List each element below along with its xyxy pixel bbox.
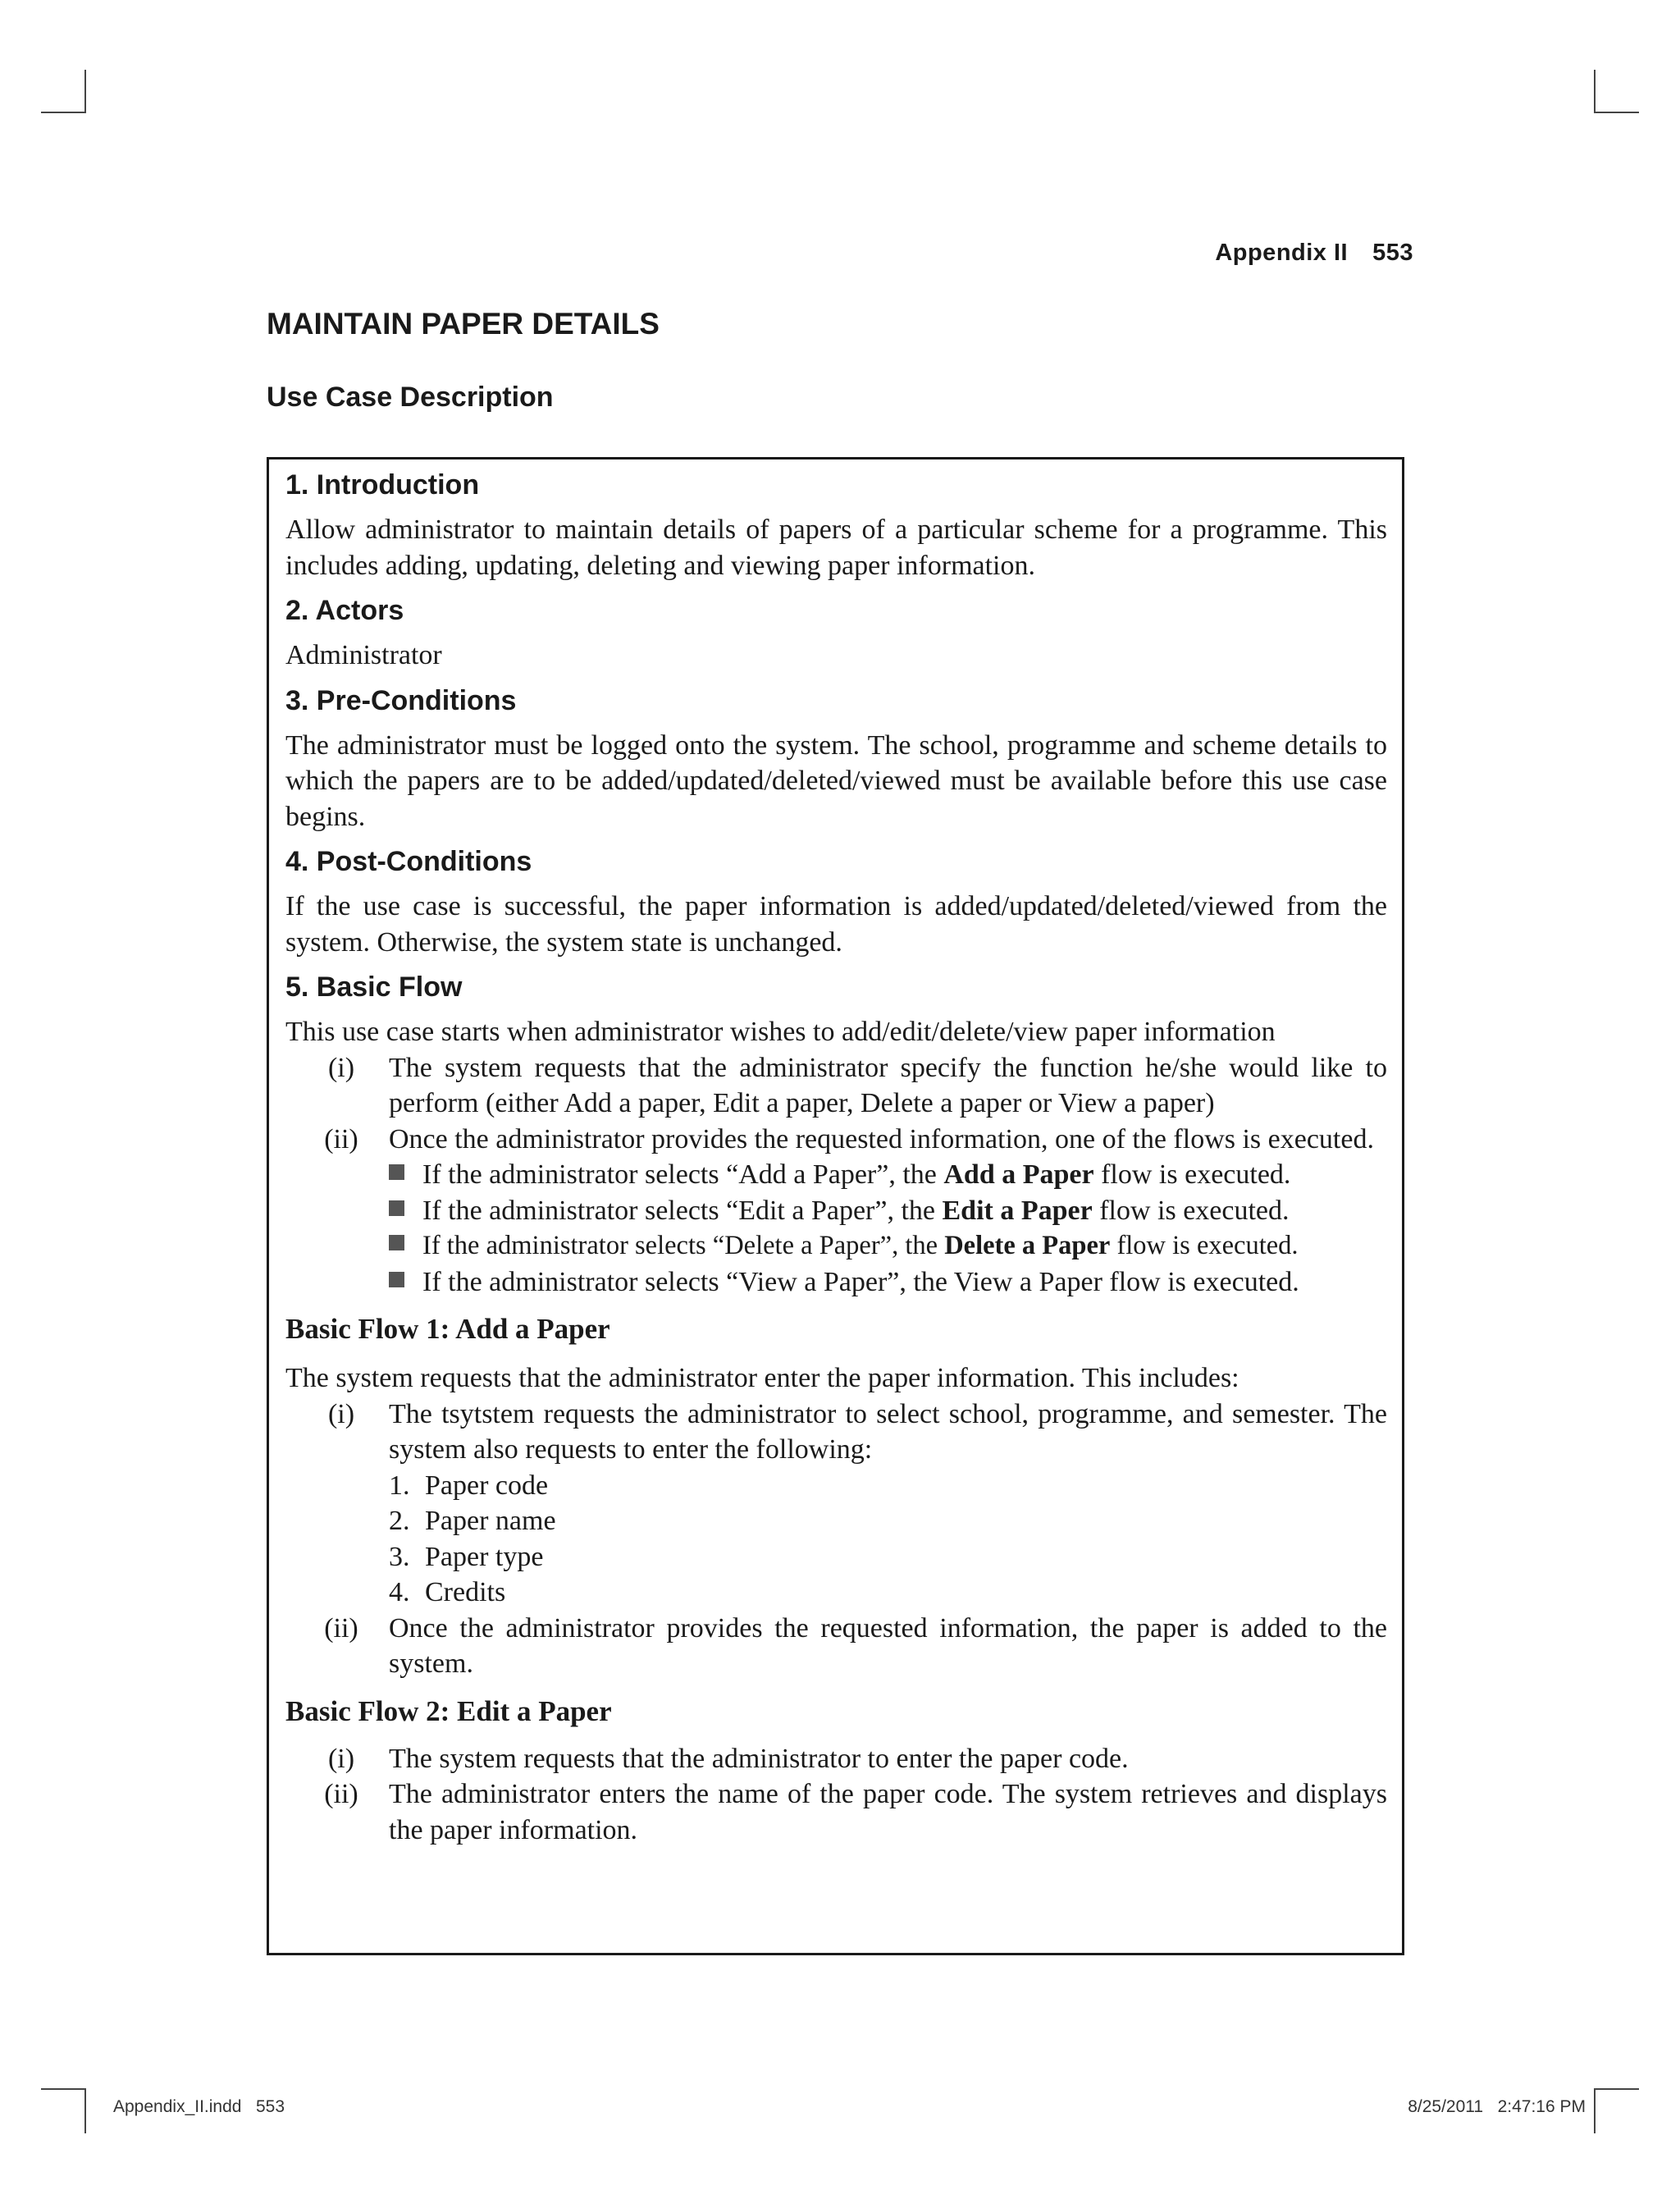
field-number: 1. <box>389 1470 410 1501</box>
bullet-text: flow is executed. <box>1110 1231 1299 1260</box>
square-bullet-icon <box>389 1272 404 1287</box>
item-text: The administrator enters the name of the paper code. The system retrieves and displays the paper information. <box>389 1779 1387 1845</box>
item-text: The tsytstem requests the administrator to select school, programme, and semester. The system also requests to enter the following: <box>389 1398 1387 1465</box>
introduction-text: Allow administrator to maintain details of papers of a particular scheme for a programme. This includes adding, updating, deleting and viewing paper information. <box>285 514 1387 581</box>
crop-mark-bottom-left-v <box>84 2088 86 2133</box>
item-number: (ii) <box>324 1779 358 1809</box>
item-number: (i) <box>327 1743 355 1774</box>
field-label: Paper name <box>425 1506 556 1536</box>
flow2-heading: Basic Flow 2: Edit a Paper <box>285 1694 612 1727</box>
field-number: 2. <box>389 1506 410 1536</box>
flow1-item <box>285 1611 1387 1682</box>
crop-mark-bottom-right-h <box>1594 2088 1639 2090</box>
bullet-bold: Edit a Paper <box>942 1195 1093 1226</box>
field-label: Paper type <box>425 1541 544 1572</box>
field-list-item <box>285 1503 1387 1539</box>
field-label: Credits <box>425 1577 506 1607</box>
crop-mark-bottom-left-h <box>41 2088 86 2090</box>
square-bullet-icon <box>389 1200 404 1216</box>
field-list-item <box>285 1468 1387 1504</box>
postconditions-heading: 4. Post-Conditions <box>285 846 532 877</box>
bullet-text: flow is executed. <box>1093 1159 1291 1190</box>
actors-heading: 2. Actors <box>285 595 404 626</box>
flow1-item <box>285 1397 1387 1468</box>
field-label: Paper code <box>425 1470 549 1501</box>
square-bullet-icon <box>389 1164 404 1180</box>
bullet-item <box>285 1193 1387 1229</box>
preconditions-text: The administrator must be logged onto the system. The school, programme and scheme details to which the papers are to be added/updated/deleted/viewed must be available before this use case begins. <box>285 729 1387 832</box>
bullet-bold: Delete a Paper <box>944 1231 1111 1260</box>
item-text: The system requests that the administrator specify the function he/she would like to perform (either Add a paper, Edit a paper, Delete a paper or View a paper) <box>389 1052 1387 1118</box>
item-number: (i) <box>327 1052 355 1083</box>
bullet-text: If the administrator selects “Add a Paper”, the <box>422 1159 944 1190</box>
preconditions-heading: 3. Pre-Conditions <box>285 684 517 716</box>
section-title: Use Case Description <box>267 382 554 413</box>
use-case-box <box>267 457 1404 1955</box>
item-number: (ii) <box>324 1123 358 1154</box>
field-list-item <box>285 1575 1387 1611</box>
item-number: (i) <box>327 1398 355 1429</box>
crop-mark-top-right-h <box>1594 112 1639 113</box>
bullet-text: If the administrator selects “Edit a Paper”, the <box>422 1195 943 1226</box>
bullet-text: If the administrator selects “View a Paper”, the View a Paper flow is executed. <box>422 1266 1299 1297</box>
basic-flow-text: This use case starts when administrator wishes to add/edit/delete/view paper information <box>285 1017 1276 1047</box>
crop-mark-top-left-v <box>84 70 86 113</box>
bullet-item <box>285 1228 1387 1264</box>
bullet-text: If the administrator selects “Delete a Paper”, the <box>422 1231 945 1260</box>
item-number: (ii) <box>324 1612 358 1644</box>
square-bullet-icon <box>389 1235 404 1250</box>
bullet-text: flow is executed. <box>1092 1195 1290 1226</box>
chapter-title: MAINTAIN PAPER DETAILS <box>267 307 660 341</box>
item-text: Once the administrator provides the requested information, one of the flows is executed. <box>389 1123 1374 1154</box>
field-list-item <box>285 1539 1387 1575</box>
crop-mark-top-right-v <box>1594 70 1596 113</box>
postconditions-text: If the use case is successful, the paper information is added/updated/deleted/viewed from the system. Otherwise, the system state is unchanged. <box>285 891 1387 958</box>
basic-flow-heading: 5. Basic Flow <box>285 971 463 1003</box>
field-number: 3. <box>389 1541 410 1572</box>
field-number: 4. <box>389 1577 410 1607</box>
flow2-item <box>285 1741 1387 1777</box>
page-number: 553 <box>1372 240 1413 266</box>
basic-flow-item <box>285 1050 1387 1122</box>
running-head <box>1215 240 1413 267</box>
flow1-heading: Basic Flow 1: Add a Paper <box>285 1313 610 1345</box>
actors-text: Administrator <box>285 640 442 670</box>
crop-mark-top-left-h <box>41 112 86 113</box>
bullet-item <box>285 1264 1387 1301</box>
bullet-item <box>285 1157 1387 1193</box>
introduction-heading: 1. Introduction <box>285 469 480 501</box>
item-text: The system requests that the administrator to enter the paper code. <box>389 1743 1129 1774</box>
footer-timestamp: 8/25/2011 2:47:16 PM <box>1408 2097 1586 2116</box>
flow2-item <box>285 1776 1387 1848</box>
flow1-text: The system requests that the administrator enter the paper information. This includes: <box>285 1363 1239 1393</box>
footer-file: Appendix_II.indd 553 <box>113 2097 285 2116</box>
running-head-label: Appendix II <box>1215 240 1349 266</box>
item-text: Once the administrator provides the requested information, the paper is added to the system. <box>389 1612 1387 1679</box>
crop-mark-bottom-right-v <box>1594 2088 1596 2133</box>
basic-flow-item <box>285 1122 1387 1158</box>
bullet-bold: Add a Paper <box>943 1159 1094 1190</box>
